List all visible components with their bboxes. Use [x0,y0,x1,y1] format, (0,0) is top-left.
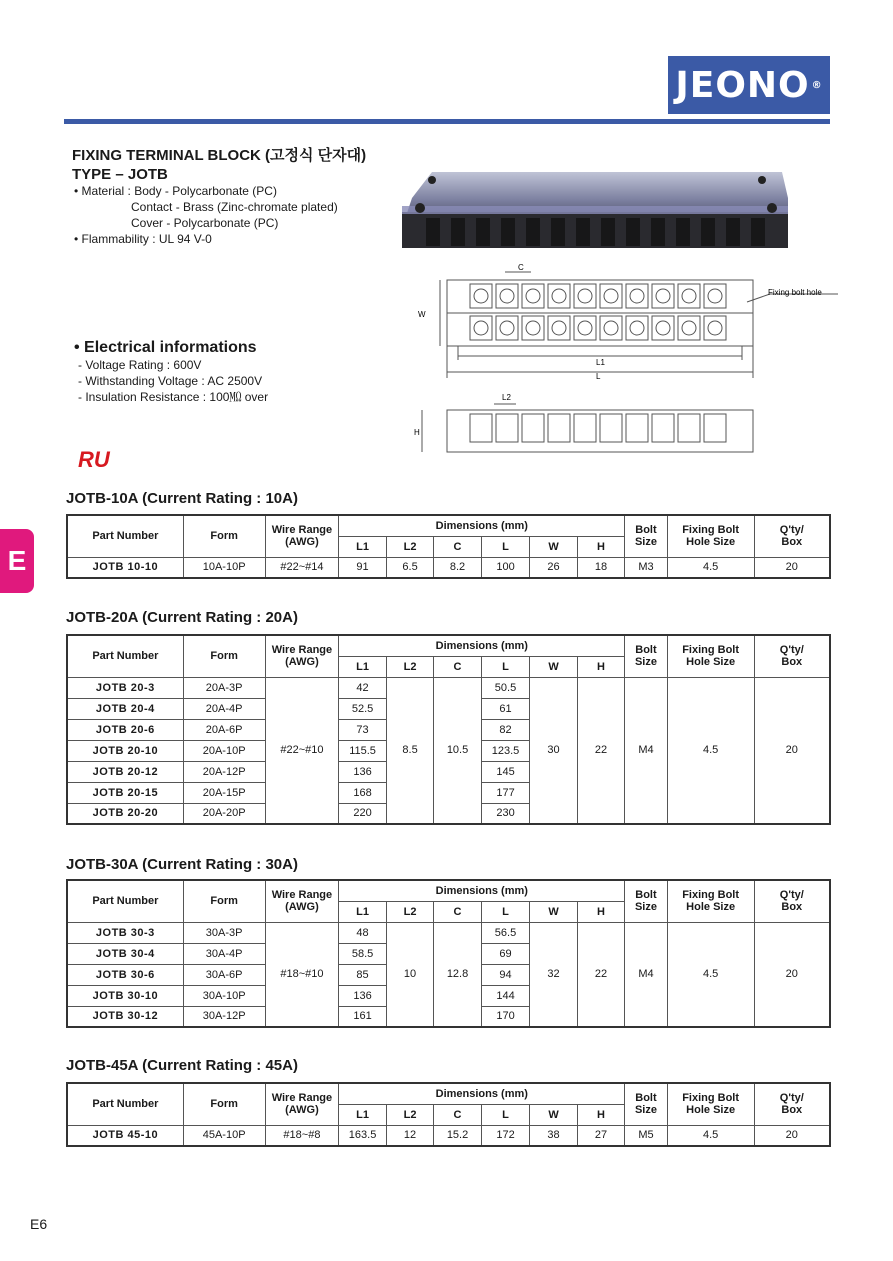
form: 20A-12P [183,761,265,782]
col-dimensions: Dimensions (mm) [339,635,625,656]
terminal-screw-top [626,284,648,308]
screw-icon [500,289,514,303]
h: 22 [577,677,624,824]
screw-icon [578,289,592,303]
t30-title: JOTB-30A (Current Rating : 30A) [66,856,298,873]
part-number: JOTB 30-3 [67,922,183,943]
terminal-side [548,414,570,442]
hole-size: 4.5 [667,1125,754,1146]
h: 18 [577,557,624,578]
dim-h: H [414,428,420,437]
t20-title: JOTB-20A (Current Rating : 20A) [66,609,298,626]
col-dimensions: Dimensions (mm) [339,1083,625,1104]
terminal-slot [551,218,565,246]
qty: 20 [754,922,830,1027]
material-contact: Contact - Brass (Zinc-chromate plated) [131,200,338,214]
dim-c: C [518,263,524,272]
terminal-side [704,414,726,442]
col-part-number: Part Number [67,515,183,557]
terminal-slot [601,218,615,246]
product-heading [72,146,366,184]
col-c: C [434,536,481,557]
bolt-size: M5 [625,1125,667,1146]
screw-icon [604,321,618,335]
terminal-slot [451,218,465,246]
form: 30A-4P [183,943,265,964]
l1: 91 [339,557,386,578]
col-wire-range [265,515,339,557]
form: 30A-12P [183,1006,265,1027]
l2: 10 [386,922,433,1027]
terminal-screw-bottom [522,316,544,340]
terminal-screw-top [470,284,492,308]
col-l: L [481,1104,530,1125]
fixing-bolt-label: Fixing Bolt [682,1092,740,1105]
form: 20A-20P [183,803,265,824]
col-form: Form [183,1083,265,1125]
awg-label: (AWG) [285,536,319,549]
col-h: H [577,901,624,922]
terminal-slot [526,218,540,246]
brand-name: JEONO [675,64,810,106]
col-h: H [577,536,624,557]
t45-title: JOTB-45A (Current Rating : 45A) [66,1057,298,1074]
awg-label: (AWG) [285,656,319,669]
qty-label: Q'ty/ [779,524,804,537]
terminal-slot [501,218,515,246]
form: 20A-4P [183,698,265,719]
table-row [67,557,830,578]
screw-icon [474,321,488,335]
table-45a [66,1082,831,1147]
col-w: W [530,901,577,922]
terminal-screw-bottom [470,316,492,340]
screw-icon [630,321,644,335]
voltage-rating: - Voltage Rating : 600V [78,358,202,372]
screw-icon [708,321,722,335]
col-c: C [434,656,481,677]
table-30a [66,879,831,1028]
col-l2: L2 [386,536,433,557]
part-number: JOTB 30-4 [67,943,183,964]
terminal-screw-bottom [574,316,596,340]
part-number: JOTB 20-15 [67,782,183,803]
fixing-bolt-label: Fixing Bolt [682,889,740,902]
terminal-screw-top [574,284,596,308]
col-form: Form [183,635,265,677]
wire-range-label: Wire Range [271,889,333,902]
terminal-screw-top [548,284,570,308]
terminal-slot [426,218,440,246]
l1: 163.5 [339,1125,386,1146]
terminal-slot [651,218,665,246]
qty: 20 [754,677,830,824]
l: 144 [481,985,530,1006]
terminal-screw-top [652,284,674,308]
l1: 168 [339,782,386,803]
terminal-screw-bottom [704,316,726,340]
terminal-screw-bottom [496,316,518,340]
dim-l1: L1 [596,358,605,367]
l: 82 [481,719,530,740]
screw-icon [656,321,670,335]
l1: 85 [339,964,386,985]
qty-label: Q'ty/ [779,889,804,902]
col-c: C [434,1104,481,1125]
page-number: E6 [30,1216,48,1232]
box-label: Box [781,656,803,669]
l1: 42 [339,677,386,698]
l1: 136 [339,985,386,1006]
bolt-label: Bolt [635,644,657,657]
part-number: JOTB 20-12 [67,761,183,782]
product-type: TYPE – JOTB [72,166,168,183]
l2: 8.5 [386,677,433,824]
withstanding-voltage: - Withstanding Voltage : AC 2500V [78,374,263,388]
col-part-number: Part Number [67,635,183,677]
section-tab: E [0,529,34,593]
part-number: JOTB 30-6 [67,964,183,985]
l: 100 [481,557,530,578]
electrical-title: • Electrical informations [74,339,257,356]
hole-size-label: Hole Size [686,536,736,549]
col-dimensions: Dimensions (mm) [339,515,625,536]
col-part-number: Part Number [67,880,183,922]
table-10a [66,514,831,579]
col-qty [754,1083,830,1125]
screw-icon [526,289,540,303]
screw-icon [526,321,540,335]
terminal-side [470,414,492,442]
part-number: JOTB 20-3 [67,677,183,698]
screw-icon [474,289,488,303]
flammability: • Flammability : UL 94 V-0 [74,232,212,246]
box-label: Box [781,536,803,549]
table-20a [66,634,831,825]
col-form: Form [183,515,265,557]
w: 38 [530,1125,577,1146]
col-hole-size [667,1083,754,1125]
terminal-screw-top [600,284,622,308]
col-w: W [530,1104,577,1125]
l1: 48 [339,922,386,943]
l: 230 [481,803,530,824]
form: 10A-10P [183,557,265,578]
screw-icon [552,289,566,303]
terminal-side [600,414,622,442]
form: 30A-10P [183,985,265,1006]
ul-mark-icon: RU [78,447,110,472]
l: 123.5 [481,740,530,761]
w: 26 [530,557,577,578]
l: 170 [481,1006,530,1027]
form: 30A-6P [183,964,265,985]
bolt-size: M4 [625,677,667,824]
col-l2: L2 [386,901,433,922]
terminal-screw-top [522,284,544,308]
l2: 6.5 [386,557,433,578]
c: 8.2 [434,557,481,578]
l: 145 [481,761,530,782]
bolt-label: Bolt [635,1092,657,1105]
screw-icon [578,321,592,335]
dim-l2: L2 [502,393,511,402]
table-row [67,1125,830,1146]
wire-range: #22~#14 [265,557,339,578]
col-form: Form [183,880,265,922]
size-label: Size [634,536,657,549]
l1: 115.5 [339,740,386,761]
table-row [67,677,830,698]
screw-icon [552,321,566,335]
table-row [67,922,830,943]
l1: 73 [339,719,386,740]
col-l2: L2 [386,1104,433,1125]
col-hole-size [667,515,754,557]
screw-icon [682,321,696,335]
l1: 161 [339,1006,386,1027]
screw-icon [630,289,644,303]
screw-icon [682,289,696,303]
col-c: C [434,901,481,922]
h: 22 [577,922,624,1027]
w: 30 [530,677,577,824]
form: 45A-10P [183,1125,265,1146]
terminal-screw-top [496,284,518,308]
col-qty [754,515,830,557]
form: 20A-6P [183,719,265,740]
terminal-screw-bottom [548,316,570,340]
dimension-drawing [410,262,840,462]
screw-icon [656,289,670,303]
l1: 58.5 [339,943,386,964]
bolt-label: Bolt [635,524,657,537]
terminal-screw-top [678,284,700,308]
box-label: Box [781,1104,803,1117]
wire-range-label: Wire Range [271,524,333,537]
bolt-size: M3 [625,557,667,578]
wire-range: #22~#10 [265,677,339,824]
col-h: H [577,1104,624,1125]
box-label: Box [781,901,803,914]
col-l1: L1 [339,1104,386,1125]
wire-range-label: Wire Range [271,1092,333,1105]
insulation-resistance: - Insulation Resistance : 100㏁ over [78,390,269,404]
col-wire-range [265,1083,339,1125]
c: 10.5 [434,677,481,824]
l1: 52.5 [339,698,386,719]
size-label: Size [634,1104,657,1117]
col-l1: L1 [339,901,386,922]
wire-range: #18~#8 [265,1125,339,1146]
col-wire-range [265,880,339,922]
l: 50.5 [481,677,530,698]
col-part-number: Part Number [67,1083,183,1125]
hole-size: 4.5 [667,677,754,824]
col-l2: L2 [386,656,433,677]
hole-size-label: Hole Size [686,1104,736,1117]
terminal-side [496,414,518,442]
screw-icon [604,289,618,303]
col-dimensions: Dimensions (mm) [339,880,625,901]
col-w: W [530,656,577,677]
col-bolt-size [625,880,667,922]
l: 56.5 [481,922,530,943]
hole-size-label: Hole Size [686,901,736,914]
part-number: JOTB 10-10 [67,557,183,578]
col-l1: L1 [339,536,386,557]
dim-l: L [596,372,601,381]
fixing-hole-label: Fixing bolt hole [768,288,822,297]
hole-size: 4.5 [667,922,754,1027]
brand-logo [668,56,830,114]
wire-range-label: Wire Range [271,644,333,657]
terminal-side [678,414,700,442]
terminal-slot [626,218,640,246]
terminal-slot [476,218,490,246]
col-wire-range [265,635,339,677]
col-bolt-size [625,515,667,557]
bolt-size: M4 [625,922,667,1027]
material-specs [74,183,338,247]
part-number: JOTB 45-10 [67,1125,183,1146]
l: 172 [481,1125,530,1146]
c: 15.2 [434,1125,481,1146]
awg-label: (AWG) [285,901,319,914]
part-number: JOTB 20-10 [67,740,183,761]
screw-icon [708,289,722,303]
qty: 20 [754,1125,830,1146]
terminal-screw-bottom [600,316,622,340]
fixing-bolt-label: Fixing Bolt [682,524,740,537]
terminal-side [626,414,648,442]
form: 20A-10P [183,740,265,761]
part-number: JOTB 20-4 [67,698,183,719]
col-bolt-size [625,1083,667,1125]
l: 94 [481,964,530,985]
fixing-bolt-label: Fixing Bolt [682,644,740,657]
col-l1: L1 [339,656,386,677]
dim-w: W [418,310,426,319]
hole-size-label: Hole Size [686,656,736,669]
h: 27 [577,1125,624,1146]
col-w: W [530,536,577,557]
l: 61 [481,698,530,719]
size-label: Size [634,656,657,669]
material-body: • Material : Body - Polycarbonate (PC) [74,184,277,198]
terminal-slot [751,218,765,246]
form: 20A-3P [183,677,265,698]
terminal-slot [701,218,715,246]
col-qty [754,635,830,677]
l: 177 [481,782,530,803]
w: 32 [530,922,577,1027]
col-l: L [481,656,530,677]
part-number: JOTB 20-20 [67,803,183,824]
form: 30A-3P [183,922,265,943]
col-qty [754,880,830,922]
registered-mark: ® [811,79,823,91]
col-hole-size [667,880,754,922]
l: 69 [481,943,530,964]
awg-label: (AWG) [285,1104,319,1117]
col-l: L [481,901,530,922]
qty: 20 [754,557,830,578]
col-l: L [481,536,530,557]
part-number: JOTB 20-6 [67,719,183,740]
terminal-side [652,414,674,442]
wire-range: #18~#10 [265,922,339,1027]
terminal-screw-top [704,284,726,308]
qty-label: Q'ty/ [779,644,804,657]
terminal-side [574,414,596,442]
part-number: JOTB 30-12 [67,1006,183,1027]
bolt-label: Bolt [635,889,657,902]
terminal-screw-bottom [652,316,674,340]
material-cover: Cover - Polycarbonate (PC) [131,216,279,230]
part-number: JOTB 30-10 [67,985,183,1006]
screw-icon [500,321,514,335]
electrical-specs [78,357,268,405]
form: 20A-15P [183,782,265,803]
t10-title: JOTB-10A (Current Rating : 10A) [66,490,298,507]
terminal-screw-bottom [678,316,700,340]
terminal-slot [676,218,690,246]
size-label: Size [634,901,657,914]
terminal-slot [576,218,590,246]
terminal-side [522,414,544,442]
c: 12.8 [434,922,481,1027]
terminal-screw-bottom [626,316,648,340]
header-rule [64,119,830,124]
qty-label: Q'ty/ [779,1092,804,1105]
product-title: FIXING TERMINAL BLOCK (고정식 단자대) [72,147,367,164]
product-photo [402,168,788,248]
terminal-slot [726,218,740,246]
col-hole-size [667,635,754,677]
col-h: H [577,656,624,677]
l1: 220 [339,803,386,824]
l1: 136 [339,761,386,782]
col-bolt-size [625,635,667,677]
l2: 12 [386,1125,433,1146]
hole-size: 4.5 [667,557,754,578]
